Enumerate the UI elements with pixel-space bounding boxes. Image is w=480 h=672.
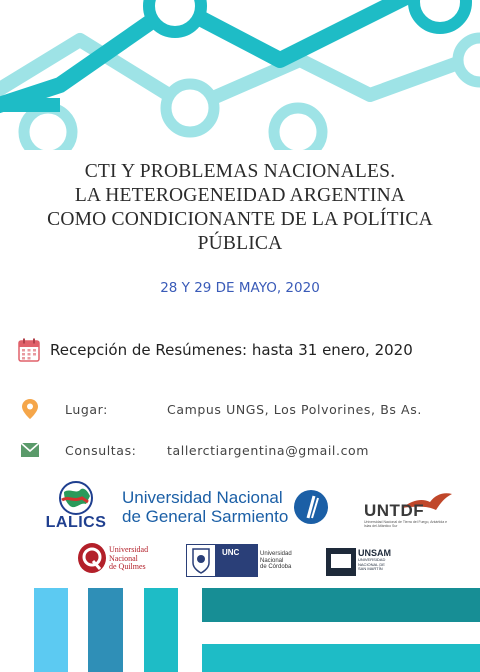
decorative-bar-1 [34, 588, 68, 672]
decorative-bar-3 [144, 588, 178, 672]
globe-icon [58, 480, 94, 516]
ungs-line-1: Universidad Nacional [122, 488, 283, 507]
unsam-name: UNSAM [358, 548, 391, 558]
decorative-bar-2 [88, 588, 123, 672]
calendar-icon [18, 338, 40, 362]
ungs-emblem-icon [294, 490, 328, 524]
unsam-sub-2: NACIONAL DE [358, 561, 385, 567]
title-line-1: CTI Y PROBLEMAS NACIONALES. [84, 161, 396, 182]
unc-logo [186, 544, 296, 578]
unq-emblem-icon [78, 543, 106, 573]
location-value: Campus UNGS, Los Polvorines, Bs As. [167, 401, 422, 417]
unq-logo [78, 543, 162, 577]
unsam-logo [326, 546, 398, 578]
book-icon [326, 548, 356, 576]
reception-deadline [18, 337, 468, 363]
untdf-name: UNTDF [364, 501, 425, 520]
title-line-2: LA HETEROGENEIDAD ARGENTINA [74, 185, 406, 206]
unsam-subtitle [358, 558, 385, 572]
mail-icon [20, 440, 40, 460]
unc-line-3: de Córdoba [260, 564, 292, 570]
contact-row [20, 439, 460, 461]
location-row [20, 398, 460, 420]
unq-line-1: Universidad [109, 545, 149, 554]
contact-email[interactable]: tallerctiargentina@gmail.com [167, 442, 370, 458]
decorative-bar-4 [202, 588, 480, 622]
header-line-graphic [0, 0, 480, 150]
title-line-4: PÚBLICA [197, 233, 283, 254]
unc-line-2: Nacional [260, 557, 284, 564]
ungs-logo [122, 488, 332, 530]
reception-text: Recepción de Resúmenes: hasta 31 enero, 2020 [50, 341, 413, 359]
unq-line-3: de Quilmes [109, 562, 146, 571]
location-pin-icon [20, 399, 40, 419]
ungs-line-2: de General Sarmiento [122, 507, 289, 526]
contact-label: Consultas: [65, 442, 137, 458]
unq-name [109, 546, 148, 572]
unc-line-1: Universidad [260, 551, 292, 557]
decorative-bar-5 [202, 644, 480, 672]
unc-name [260, 551, 292, 571]
lalics-logo [44, 480, 108, 534]
lalics-text: LALICS [45, 514, 107, 531]
title-line-3: COMO CONDICIONANTE DE LA POLÍTICA [47, 209, 433, 230]
ungs-name [122, 488, 288, 526]
unsam-sub-3: SAN MARTÍN [358, 566, 383, 571]
unq-line-2: Nacional [109, 553, 138, 563]
unc-shield-icon [186, 544, 216, 577]
event-date: 28 Y 29 DE MAYO, 2020 [160, 280, 320, 296]
location-label: Lugar: [65, 401, 108, 417]
untdf-subtitle: Universidad Nacional de Tierra del Fuego, Antártida e Islas del Atlántico Sur [364, 520, 448, 528]
event-title [0, 160, 480, 256]
untdf-logo [362, 490, 452, 530]
unsam-sub-1: UNIVERSIDAD [358, 557, 386, 562]
unc-acronym: UNC [216, 544, 258, 577]
